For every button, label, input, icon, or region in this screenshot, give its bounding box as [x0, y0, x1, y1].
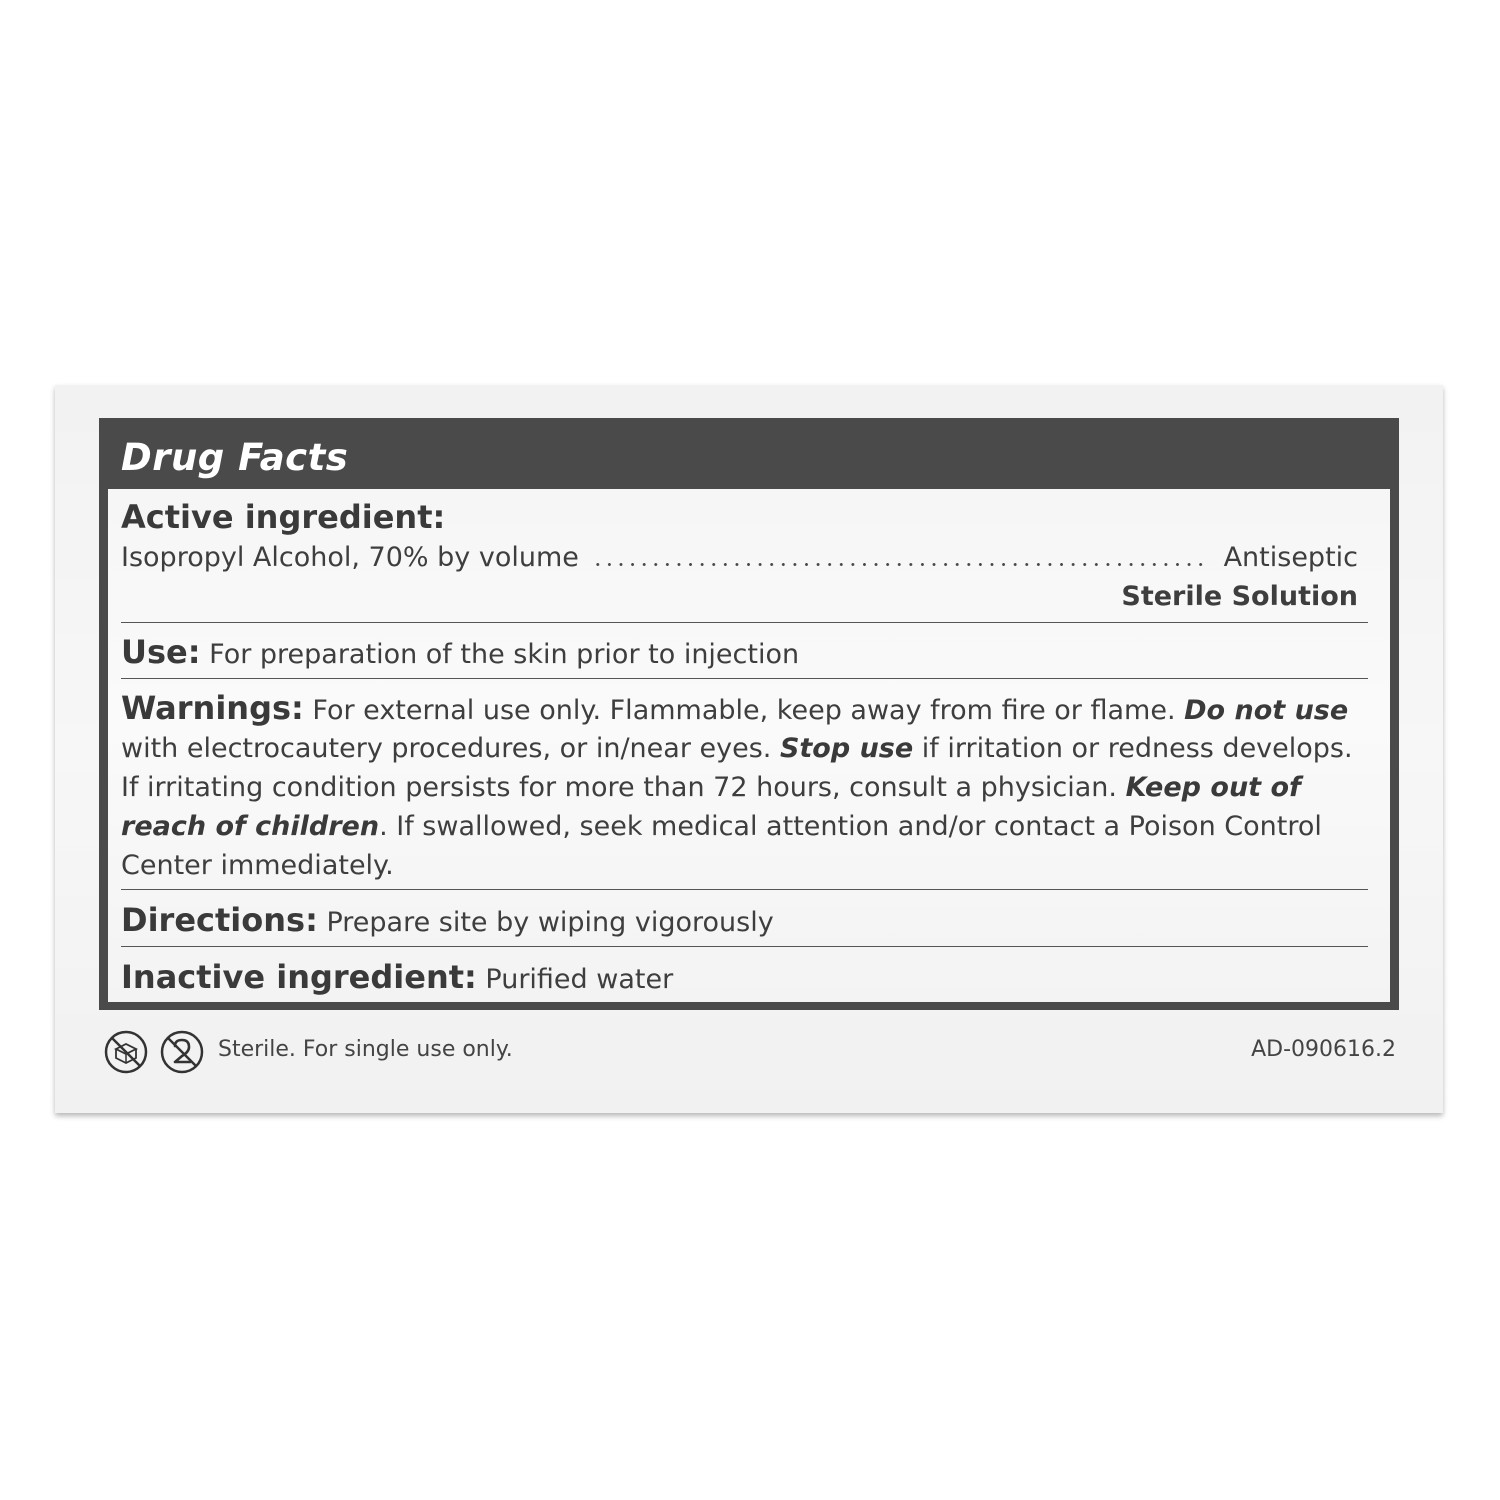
use-heading: Use: — [121, 633, 201, 671]
section-divider — [121, 946, 1368, 947]
inactive-heading: Inactive ingredient: — [121, 958, 477, 996]
active-ingredient-text: Isopropyl Alcohol, 70% by volume — [121, 542, 579, 573]
do-not-resterilize-icon — [104, 1030, 148, 1074]
use-text: For preparation of the skin prior to injection — [209, 639, 800, 670]
warnings-emphasis: reach of children — [121, 811, 380, 842]
warnings-text: Center immediately. — [121, 850, 394, 881]
warnings-line-1 — [121, 689, 1349, 727]
warnings-text: For external use only. Flammable, keep away from fire or flame. — [312, 695, 1176, 726]
warnings-emphasis: Keep out of — [1125, 772, 1301, 803]
sterile-solution-label: Sterile Solution — [1121, 581, 1358, 612]
warnings-line-3 — [121, 774, 1301, 801]
single-use-note: Sterile. For single use only. — [218, 1037, 513, 1062]
warnings-emphasis: Do not use — [1184, 695, 1349, 726]
purpose-text: Antiseptic — [1223, 542, 1358, 573]
warnings-line-2 — [121, 735, 1353, 762]
drug-facts-title: Drug Facts — [121, 436, 349, 479]
inactive-text: Purified water — [485, 964, 674, 995]
warnings-heading: Warnings: — [121, 689, 304, 727]
active-ingredient-heading: Active ingredient: — [121, 498, 446, 536]
inactive-section — [121, 958, 674, 996]
warnings-line-5 — [121, 852, 394, 879]
do-not-reuse-icon — [160, 1030, 204, 1074]
warnings-emphasis: Stop use — [779, 733, 914, 764]
dot-leader — [592, 563, 1207, 566]
warnings-text: if irritation or redness develops. — [921, 733, 1353, 764]
section-divider — [121, 678, 1368, 679]
directions-text: Prepare site by wiping vigorously — [326, 907, 774, 938]
warnings-line-4 — [121, 813, 1322, 840]
warnings-text: with electrocautery procedures, or in/near eyes. — [121, 733, 772, 764]
warnings-text: If irritating condition persists for more than 72 hours, consult a physician. — [121, 772, 1117, 803]
section-divider — [121, 622, 1368, 623]
use-section — [121, 633, 800, 671]
directions-heading: Directions: — [121, 901, 318, 939]
product-code: AD-090616.2 — [1251, 1037, 1396, 1062]
section-divider — [121, 889, 1368, 890]
directions-section — [121, 901, 774, 939]
warnings-text: . If swallowed, seek medical attention and/or contact a Poison Control — [379, 811, 1322, 842]
